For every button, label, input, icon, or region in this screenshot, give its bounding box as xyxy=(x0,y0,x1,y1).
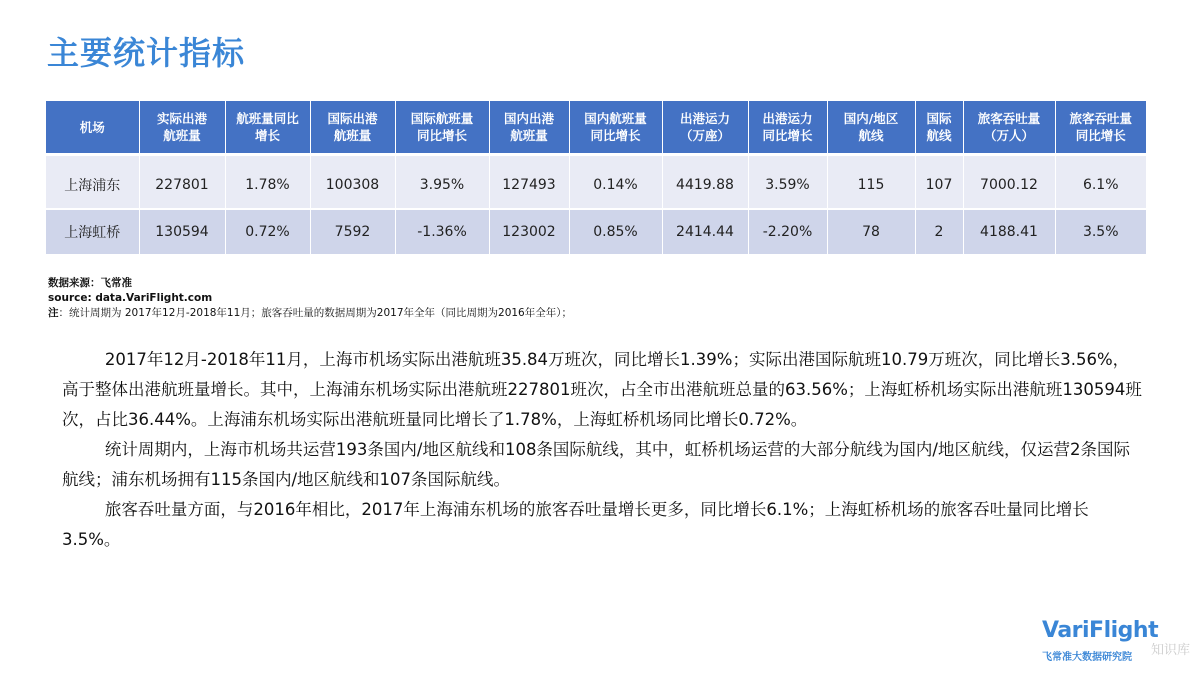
paragraph: 统计周期内，上海市机场共运营193条国内/地区航线和108条国际航线，其中，虹桥机场运营的大部分航线为国内/地区航线，仅运营2条国际航线；浦东机场拥有115条国内/地区航线和107条国际航线。 xyxy=(62,440,1130,489)
page-title: 主要统计指标 xyxy=(47,34,246,72)
table-row xyxy=(46,155,1146,210)
table-cell: 1.78% xyxy=(225,155,310,210)
table-header-row xyxy=(46,101,1146,155)
note-line xyxy=(48,306,572,321)
header-departures: 实际出港 航班量 xyxy=(139,101,225,155)
table-cell: 2414.44 xyxy=(662,209,748,254)
table-cell: 6.1% xyxy=(1055,155,1146,210)
paragraph: 旅客吞吐量方面，与2016年相比，2017年上海浦东机场的旅客吞吐量增长更多，同比增长6.1%；上海虹桥机场的旅客吞吐量同比增长3.5%。 xyxy=(62,500,1089,549)
header-intl-routes: 国际 航线 xyxy=(915,101,963,155)
table-cell: 上海虹桥 xyxy=(46,209,139,254)
table-cell: 100308 xyxy=(310,155,395,210)
header-passengers-yoy: 旅客吞吐量 同比增长 xyxy=(1055,101,1146,155)
variflight-logo xyxy=(1038,618,1188,666)
table-cell: 4188.41 xyxy=(963,209,1055,254)
table-cell: -1.36% xyxy=(395,209,489,254)
body-text xyxy=(62,345,1142,555)
table-cell: 227801 xyxy=(139,155,225,210)
source-notes xyxy=(48,276,572,321)
header-capacity: 出港运力 （万座） xyxy=(662,101,748,155)
table-cell: 115 xyxy=(827,155,915,210)
table-cell: 3.59% xyxy=(748,155,827,210)
table-cell: 3.5% xyxy=(1055,209,1146,254)
table-cell: 7000.12 xyxy=(963,155,1055,210)
note-text: ：统计周期为 2017年12月-2018年11月；旅客吞吐量的数据周期为2017年全年（同比周期为2016年全年）； xyxy=(58,307,572,319)
table-cell: 7592 xyxy=(310,209,395,254)
table-cell: 0.72% xyxy=(225,209,310,254)
table-cell: 0.14% xyxy=(569,155,662,210)
header-domestic-routes: 国内/地区 航线 xyxy=(827,101,915,155)
table-cell: 123002 xyxy=(489,209,569,254)
table-cell: 130594 xyxy=(139,209,225,254)
table-cell: 127493 xyxy=(489,155,569,210)
table-cell: 107 xyxy=(915,155,963,210)
header-airport: 机场 xyxy=(46,101,139,155)
logo-subtitle: 飞常准大数据研究院 xyxy=(1042,652,1132,663)
source-url-line: source: data.VariFlight.com xyxy=(48,292,213,304)
source-line: 数据来源：飞常准 xyxy=(48,277,132,289)
table-cell: 78 xyxy=(827,209,915,254)
header-intl-departures: 国际出港 航班量 xyxy=(310,101,395,155)
note-label: 注 xyxy=(48,307,59,319)
table-row xyxy=(46,209,1146,254)
header-domestic-departures: 国内出港 航班量 xyxy=(489,101,569,155)
table-cell: 0.85% xyxy=(569,209,662,254)
logo-wordmark: VariFlight xyxy=(1042,618,1159,643)
header-departures-yoy: 航班量同比 增长 xyxy=(225,101,310,155)
table-cell: 3.95% xyxy=(395,155,489,210)
header-intl-yoy: 国际航班量 同比增长 xyxy=(395,101,489,155)
table-cell: 上海浦东 xyxy=(46,155,139,210)
table-cell: -2.20% xyxy=(748,209,827,254)
paragraph: 2017年12月-2018年11月，上海市机场实际出港航班35.84万班次，同比增长1.39%；实际出港国际航班10.79万班次，同比增长3.56%，高于整体出港航班量增长。其中，上海浦东机场实际出港航班227801班次，占全市出港航班总量的63.56%；上海虹桥机场实际出港航班130594班次，占比36.44%。上海浦东机场实际出港航班量同比增长了1.78%，上海虹桥机场同比增长0.72%。 xyxy=(62,350,1142,429)
watermark-text: 知识库 xyxy=(1150,643,1190,658)
header-passengers: 旅客吞吐量 （万人） xyxy=(963,101,1055,155)
header-domestic-yoy: 国内航班量 同比增长 xyxy=(569,101,662,155)
stats-table xyxy=(46,101,1146,254)
table-cell: 4419.88 xyxy=(662,155,748,210)
table-cell: 2 xyxy=(915,209,963,254)
header-capacity-yoy: 出港运力 同比增长 xyxy=(748,101,827,155)
